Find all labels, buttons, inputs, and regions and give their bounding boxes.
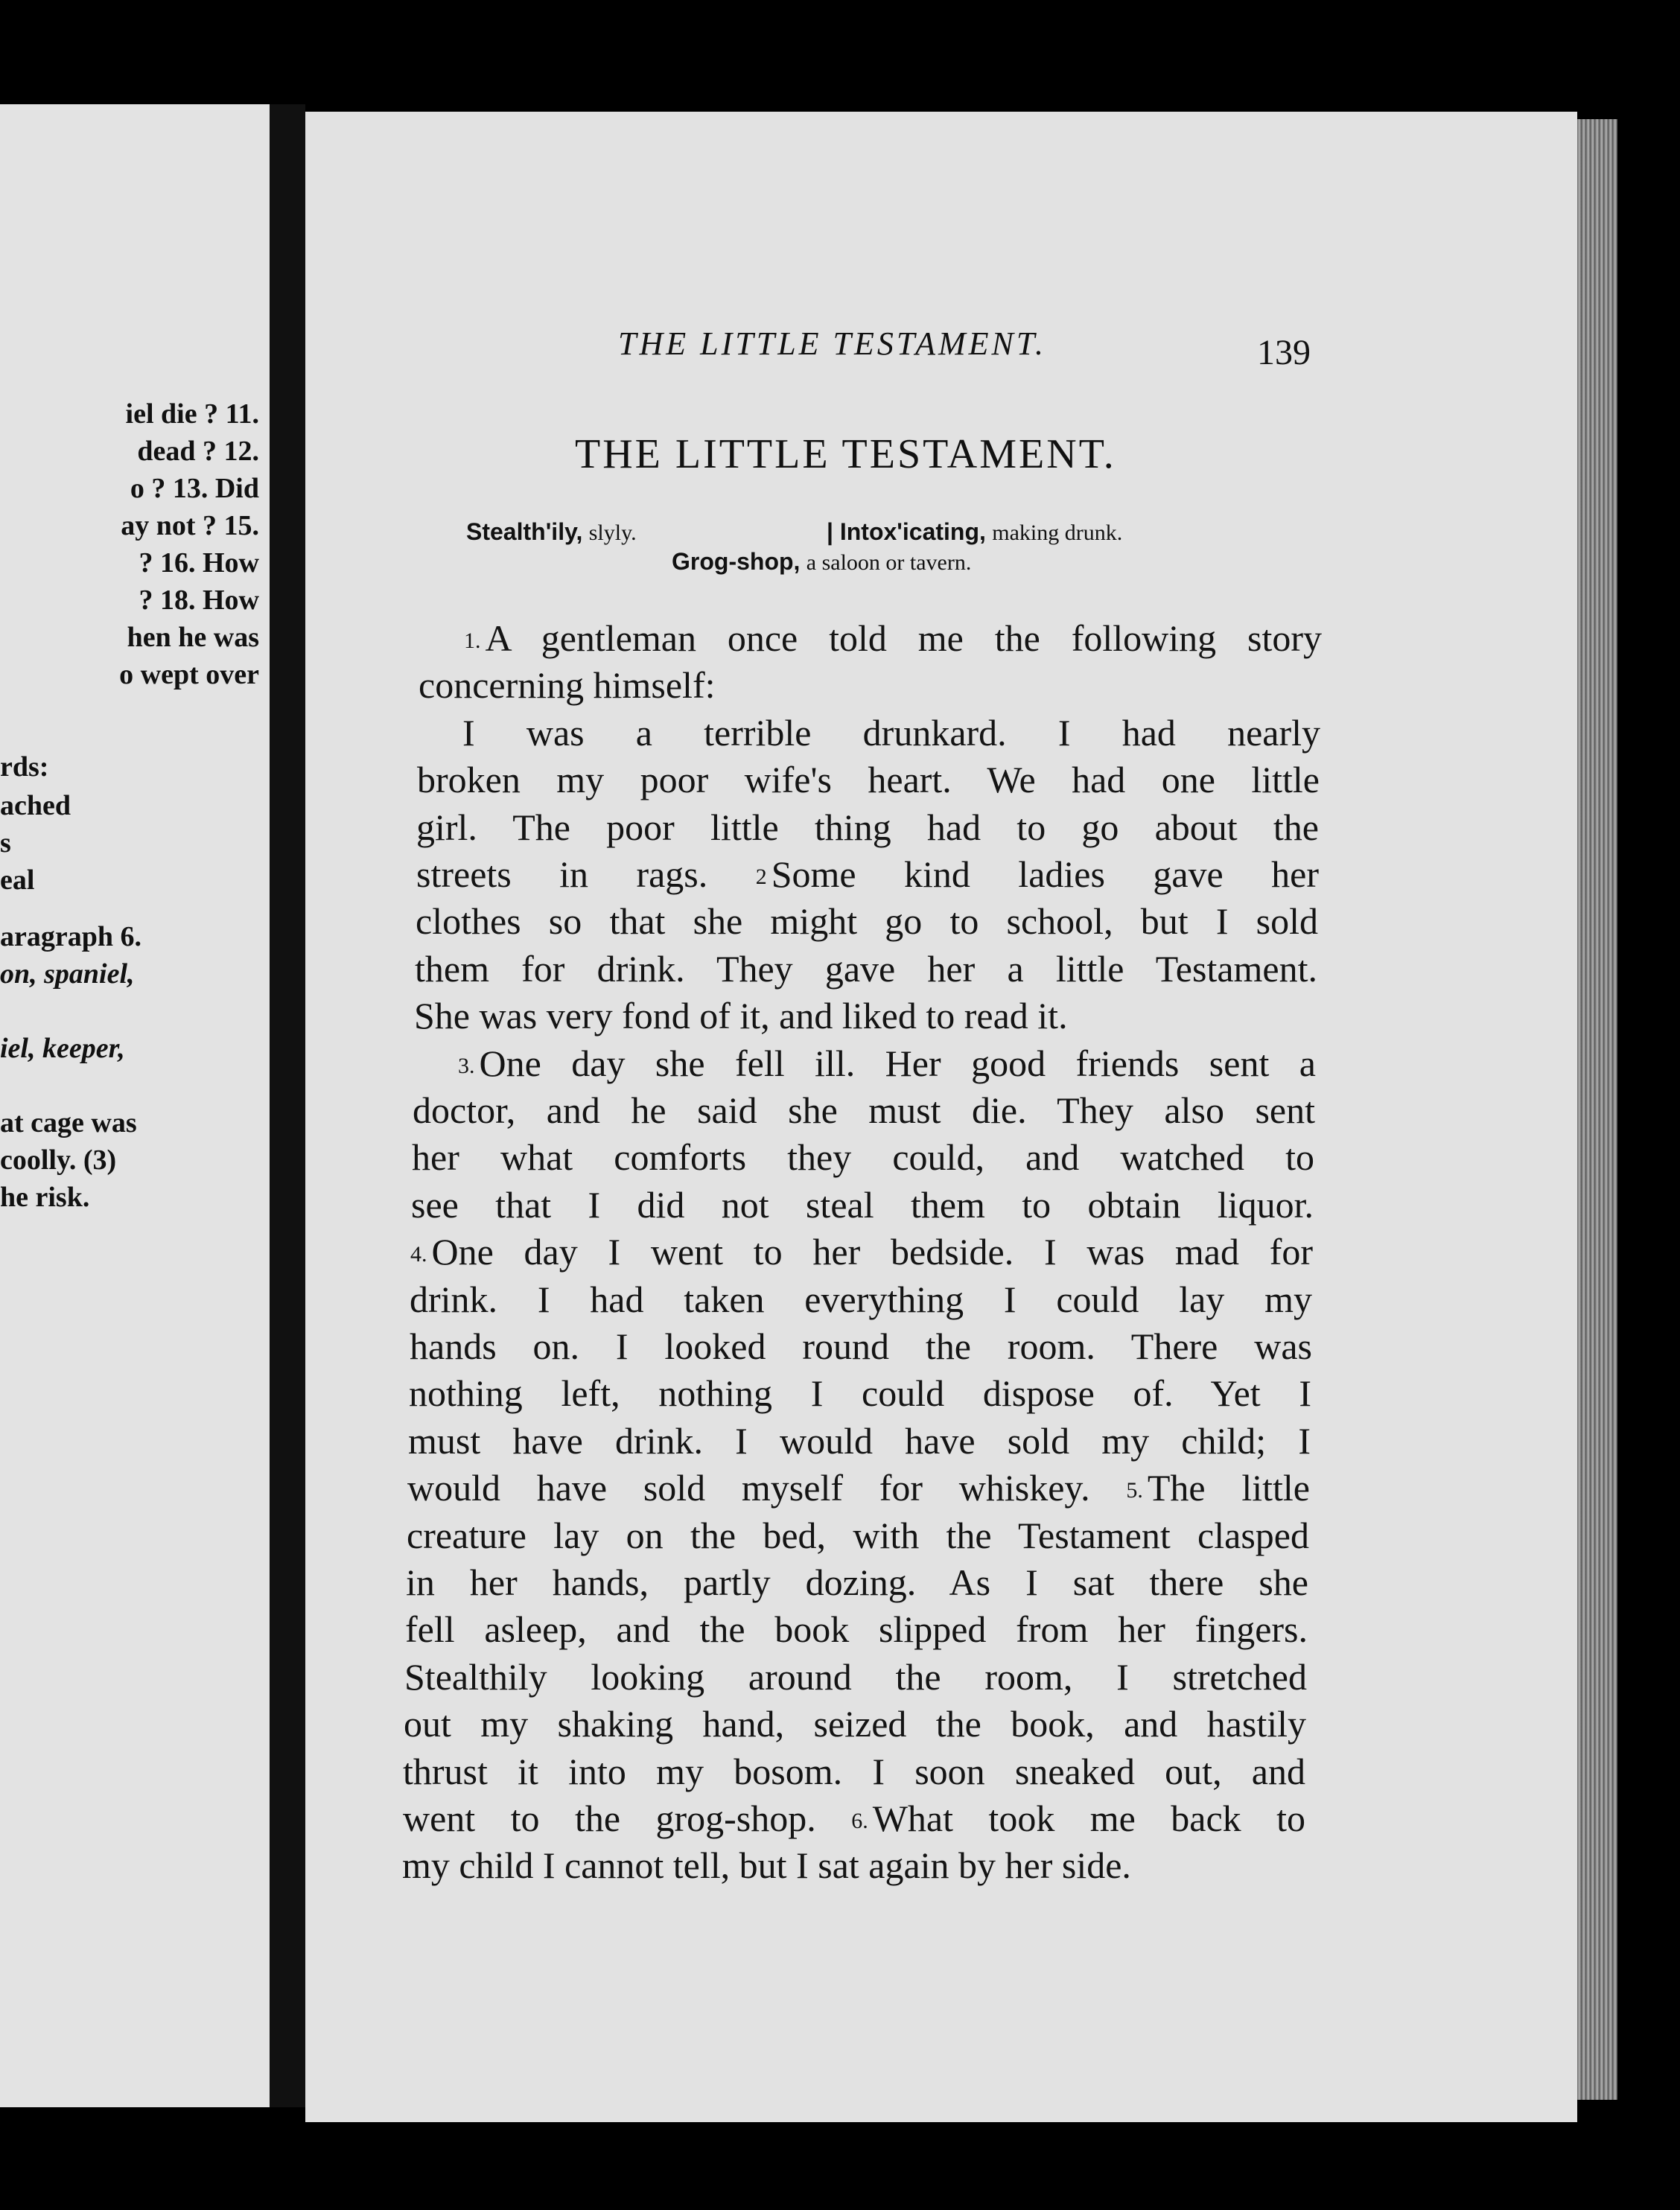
body-line-text: concerning himself: (419, 664, 716, 706)
body-line-text: A gentleman once told me the following story (485, 617, 1322, 659)
body-line-text: nothing left, nothing I could dispose of. Yet I (409, 1372, 1311, 1414)
left-page-line: dead ? 12. (137, 436, 259, 467)
body-line (407, 1465, 1310, 1511)
left-page-line: hen he was (127, 622, 259, 653)
left-page-line: ay not ? 15. (121, 510, 259, 541)
left-page-line: at cage was (0, 1107, 137, 1139)
left-page-line: he risk. (0, 1182, 90, 1213)
body-line (413, 1040, 1316, 1086)
body-line (405, 1606, 1308, 1652)
body-line-text: girl. The poor little thing had to go about the (416, 806, 1319, 848)
paragraph-number: 3. (458, 1054, 475, 1078)
body-line-text: went to the grog-shop. (403, 1797, 852, 1839)
body-line (413, 1087, 1315, 1133)
left-page-line: ached (0, 790, 71, 821)
body-line (416, 898, 1318, 944)
page-edges (1577, 119, 1617, 2100)
left-page-line: coolly. (3) (0, 1144, 117, 1176)
left-page-line: o ? 13. Did (130, 473, 259, 504)
body-line (415, 946, 1317, 992)
body-line (410, 1323, 1312, 1369)
body-line-text: I was a terrible drunkard. I had nearly (462, 712, 1320, 754)
body-line-text: my child I cannot tell, but I sat again by her side. (402, 1844, 1131, 1886)
body-line-text: out my shaking hand, seized the book, and hastily (404, 1703, 1306, 1745)
body-line-text: hands on. I looked round the room. There was (410, 1325, 1312, 1367)
body-line-text: She was very fond of it, and liked to read it. (414, 995, 1068, 1036)
body-line (403, 1748, 1305, 1795)
running-head: THE LITTLE TESTAMENT. (618, 325, 1047, 362)
body-line-text: her what comforts they could, and watched to (412, 1136, 1314, 1178)
left-page-line: eal (0, 864, 35, 896)
body-line (410, 1276, 1312, 1322)
paragraph-number: 5. (1126, 1478, 1143, 1503)
body-line-text: One day she fell ill. Her good friends sent a (479, 1042, 1316, 1084)
left-page-line: ? 18. How (139, 585, 259, 616)
left-page-line: ? 16. How (139, 547, 259, 579)
vocab-entry (672, 548, 971, 576)
body-line (417, 757, 1320, 803)
body-line (418, 710, 1320, 756)
body-line-text: creature lay on the bed, with the Testament clasped (407, 1515, 1309, 1556)
vocab-entry (827, 518, 1122, 546)
left-page-line: iel die ? 11. (125, 398, 259, 430)
vocab-definition: a saloon or tavern. (806, 550, 972, 575)
chapter-title: THE LITTLE TESTAMENT. (575, 431, 1116, 477)
body-line-text: would have sold myself for whiskey. (407, 1467, 1127, 1509)
body-line-text: thrust it into my bosom. I soon sneaked out, and (403, 1751, 1305, 1792)
vocab-definition: making drunk. (992, 520, 1123, 545)
body-line (404, 1654, 1307, 1700)
body-line-text: them for drink. They gave her a little Testament. (415, 948, 1317, 990)
left-page-line: on, spaniel, (0, 958, 135, 990)
body-line (416, 804, 1319, 850)
left-page (0, 104, 270, 2107)
body-line (402, 1842, 1305, 1888)
vocab-entry (466, 518, 637, 546)
body-line-text: clothes so that she might go to school, but I sold (416, 900, 1318, 942)
left-page-line: iel, keeper, (0, 1033, 125, 1064)
left-page-line: o wept over (119, 659, 259, 690)
body-line (407, 1512, 1309, 1558)
vocab-word: | Intox'icating, (827, 518, 986, 545)
body-line (406, 1559, 1308, 1605)
body-line (410, 1229, 1313, 1275)
left-page-line: rds: (0, 751, 49, 783)
book-gutter (270, 104, 305, 2107)
body-line-text: Stealthily looking around the room, I stretched (404, 1656, 1307, 1698)
body-line-text: What took me back to (872, 1797, 1305, 1839)
body-line (409, 1370, 1311, 1416)
paragraph-number: 6. (851, 1809, 868, 1833)
body-line (404, 1701, 1306, 1747)
body-line (419, 615, 1322, 661)
body-line-text: must have drink. I would have sold my child; I (408, 1420, 1311, 1462)
paragraph-number: 2 (755, 864, 767, 889)
body-line (403, 1795, 1305, 1841)
body-line-text: streets in rags. (416, 853, 756, 895)
body-line-text: drink. I had taken everything I could lay my (410, 1278, 1312, 1320)
paragraph-number: 1. (464, 628, 481, 653)
body-line (411, 1182, 1314, 1228)
body-line (416, 851, 1319, 897)
body-line-text: fell asleep, and the book slipped from her fingers. (405, 1608, 1308, 1650)
page-number: 139 (1257, 333, 1311, 372)
vocab-word: Grog-shop, (672, 548, 801, 575)
body-line (412, 1134, 1314, 1180)
vocab-word: Stealth'ily, (466, 518, 583, 545)
body-line (414, 993, 1317, 1039)
body-line-text: in her hands, partly dozing. As I sat there she (406, 1561, 1308, 1603)
vocab-definition: slyly. (588, 520, 637, 545)
body-line-text: The little (1147, 1467, 1311, 1509)
paragraph-number: 4. (410, 1242, 427, 1267)
body-line-text: One day I went to her bedside. I was mad for (431, 1231, 1313, 1273)
body-line-text: broken my poor wife's heart. We had one little (417, 759, 1320, 800)
body-line-text: see that I did not steal them to obtain liquor. (411, 1184, 1314, 1226)
body-line (419, 662, 1321, 708)
left-page-line: aragraph 6. (0, 921, 141, 952)
left-page-line: s (0, 827, 11, 859)
body-line (408, 1418, 1311, 1464)
body-line-text: Some kind ladies gave her (771, 853, 1319, 895)
body-line-text: doctor, and he said she must die. They also sent (413, 1089, 1315, 1131)
